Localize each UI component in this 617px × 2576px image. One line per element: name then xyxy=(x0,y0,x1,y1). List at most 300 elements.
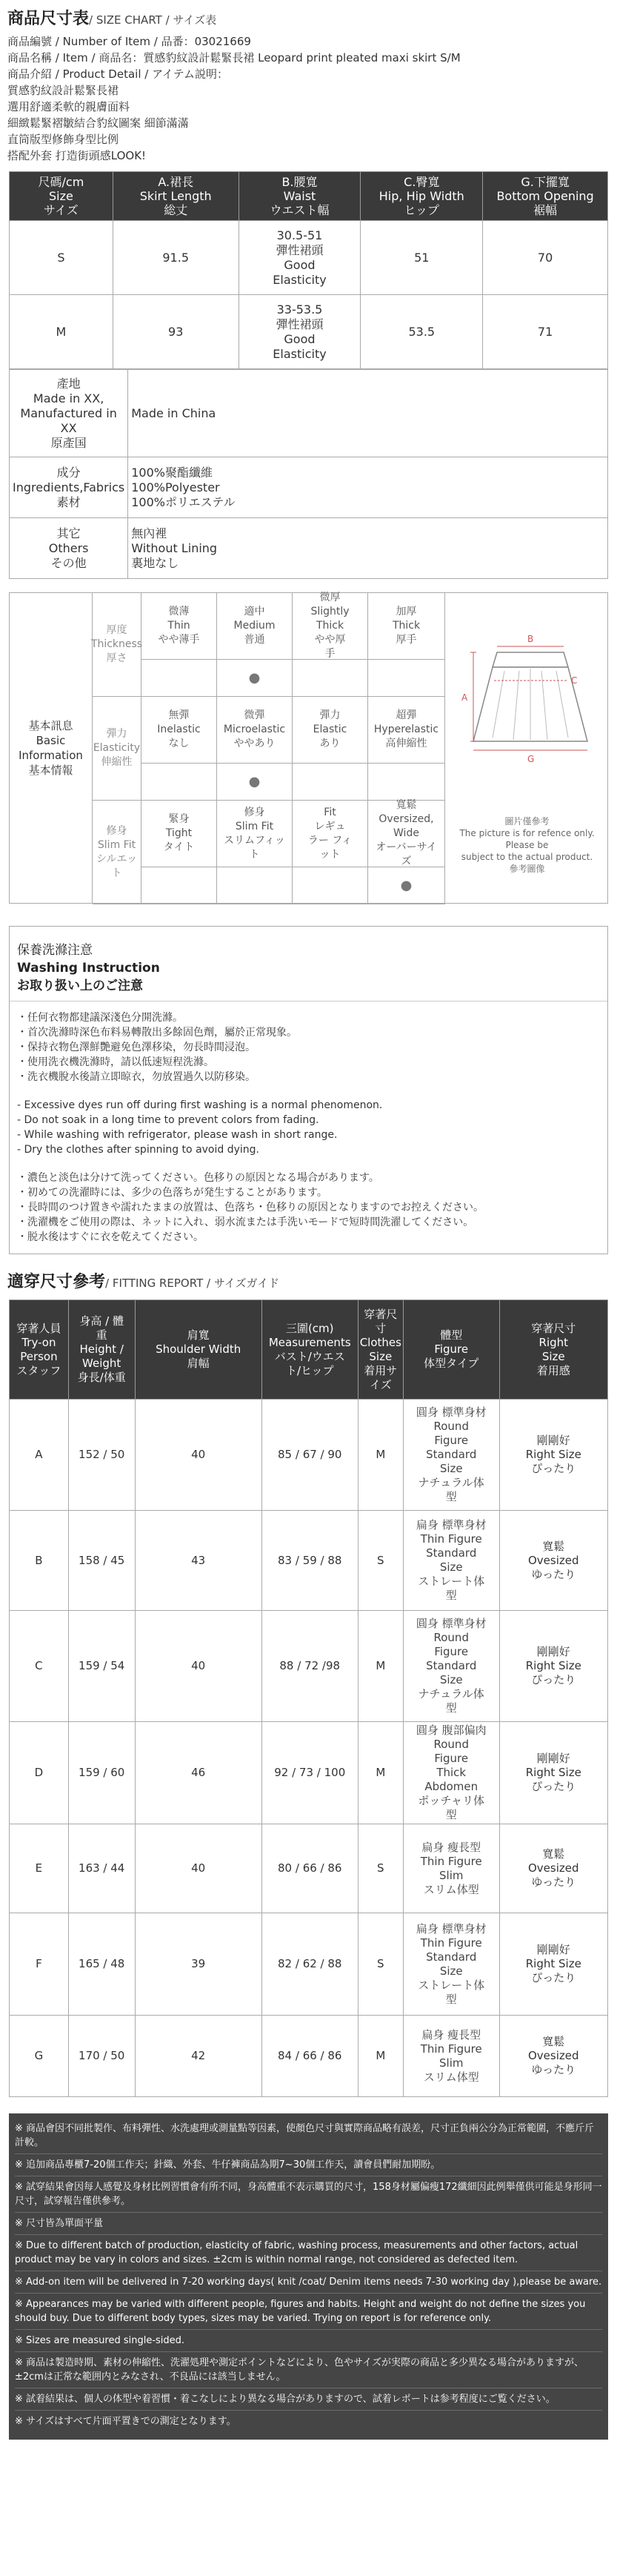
fitting-col-header xyxy=(10,1300,69,1400)
fitting-col-header-line: 穿著人員 xyxy=(16,1321,61,1335)
figure-line: Abdomen xyxy=(424,1780,478,1793)
size-col-header-line: 尺碼/cm xyxy=(38,175,84,189)
basic-info-option-line: 超彈 xyxy=(396,709,417,721)
fitting-col-header-line: Size xyxy=(369,1349,393,1363)
figure-line: Figure xyxy=(434,1434,469,1447)
illustration-caption-line: 參考圖像 xyxy=(509,864,545,874)
basic-info-option-column xyxy=(217,697,293,801)
figure-value xyxy=(403,2016,499,2097)
basic-info-option-column xyxy=(141,593,217,697)
fit-line: 寬鬆 xyxy=(542,2035,565,2048)
size-col-header xyxy=(483,172,608,221)
fitting-col-header xyxy=(135,1300,261,1400)
note-line: ※ 尺寸皆為單面平量 xyxy=(15,2213,602,2235)
basic-info-option-line: Microelastic xyxy=(223,724,286,735)
figure-line: ナチュラル体 xyxy=(418,1687,484,1701)
basic-info-option-column xyxy=(217,593,293,697)
basic-info-option-line: やや厚 xyxy=(314,634,346,646)
fit-line: Ovesized xyxy=(528,1861,579,1875)
washing-line: ・初めての洗濯時には、多少の色落ちが発生することがあります。 xyxy=(17,1187,327,1199)
size-row xyxy=(10,221,608,295)
basic-info-option-line: ややあり xyxy=(233,738,276,749)
size-col-header-line: サイズ xyxy=(44,203,79,217)
fitting-report-table xyxy=(9,1299,608,2097)
basic-info-option-line: 加厚 xyxy=(396,606,417,617)
waist-line: Good xyxy=(284,257,316,272)
figure-line: Round xyxy=(433,1420,469,1433)
basic-info-option-line: Slightly xyxy=(310,606,350,617)
figure-line: 扁身 標準身材 xyxy=(416,1921,487,1936)
basic-info-row-name xyxy=(90,593,143,697)
basic-info-row-name-line: Elasticity xyxy=(93,742,141,754)
basic-info-selection-cell xyxy=(217,867,293,904)
fitting-header-row xyxy=(10,1300,608,1400)
illustration-caption-line: The picture is for refence only. Please be xyxy=(459,828,595,850)
info-line: 選用舒適柔軟的親膚面料 xyxy=(7,100,130,113)
clothes-size-value: M xyxy=(358,1400,403,1511)
figure-line: Round xyxy=(433,1631,469,1644)
basic-info-option-line: 適中 xyxy=(244,606,265,617)
basic-info-option-column xyxy=(368,801,445,904)
basic-info-row-name-line: Thickness xyxy=(90,638,143,650)
attribute-label-line: 原產国 xyxy=(50,435,87,450)
basic-info-option-line: Wide xyxy=(393,827,419,839)
basic-info-selection-cell xyxy=(293,660,368,697)
basic-info-option-line: Tight xyxy=(165,827,193,839)
waist-line: Good xyxy=(284,331,316,346)
fit-line: 剛剛好 xyxy=(536,1645,570,1658)
basic-info-option-text xyxy=(164,812,195,855)
figure-line: Thin Figure xyxy=(420,1532,482,1546)
fitting-col-header-line: ト/ヒップ xyxy=(285,1363,334,1377)
washing-line: ・洗濯機をご使用の際は、ネットに入れ、弱水流または手洗いモードで短時間洗濯してください。 xyxy=(17,1216,474,1228)
basic-info-option-text xyxy=(224,806,285,862)
fitting-row xyxy=(10,1913,608,2016)
washing-title-line: お取り扱い上のご注意 xyxy=(17,979,143,993)
attribute-label-line: XX xyxy=(60,420,77,435)
shoulder-width-value: 43 xyxy=(135,1511,261,1611)
basic-info-selection-cell xyxy=(141,764,217,801)
selected-dot-icon: ● xyxy=(248,774,261,789)
basic-info-option-line: Inelastic xyxy=(157,724,201,735)
figure-line: 圓身 腹部偏肉 xyxy=(416,1724,487,1737)
fitting-col-header-line: 肩寬 xyxy=(187,1328,210,1342)
basic-info-option-line: Thin xyxy=(167,620,190,632)
height-weight-value: 163 / 44 xyxy=(68,1824,135,1913)
basic-info-option-text xyxy=(313,709,347,751)
basic-info-option-line: 寬鬆 xyxy=(396,799,417,811)
basic-info-option-column xyxy=(141,697,217,801)
fit-line: Ovesized xyxy=(528,1553,579,1567)
attribute-label-line: Manufactured in xyxy=(20,405,117,420)
hip-value: 53.5 xyxy=(361,295,483,369)
basic-info-option-text xyxy=(308,806,352,862)
size-col-header-line: 総丈 xyxy=(164,203,188,217)
size-col-header-line: Bottom Opening xyxy=(496,189,594,203)
washing-line: ・洗衣機脫水後請立即晾衣，勿放置過久以防移染。 xyxy=(17,1071,256,1083)
measurements-value: 83 / 59 / 88 xyxy=(261,1511,358,1611)
height-weight-value: 165 / 48 xyxy=(68,1913,135,2016)
fitting-col-header-line: 三圍(cm) xyxy=(285,1321,334,1335)
figure-value xyxy=(403,1611,499,1722)
size-value: M xyxy=(10,295,113,369)
waist-line: Elasticity xyxy=(273,346,327,361)
note-line: ※ 商品は製造時期、素材の伸縮性、洗濯処理や測定ポイントなどにより、色やサイズが実際の商品と多少異なる場合がありますが、±2cmは正常な範囲内とみなされ、不良品には該当しません。 xyxy=(15,2352,602,2388)
attribute-value-line: Without Lining xyxy=(131,540,218,555)
bottom-value: 70 xyxy=(483,221,608,295)
attribute-label xyxy=(10,370,128,457)
try-on-person: E xyxy=(10,1824,69,1913)
try-on-person: B xyxy=(10,1511,69,1611)
basic-info-option-column xyxy=(293,697,368,801)
washing-title-line: Washing Instruction xyxy=(17,961,160,976)
fitting-row xyxy=(10,1824,608,1913)
skirt-diagram xyxy=(445,593,609,815)
fitting-col-header-line: 穿著尺寸 xyxy=(531,1321,576,1335)
attribute-value-line: Made in China xyxy=(131,405,216,420)
figure-line: Standard xyxy=(426,1448,477,1461)
clothes-size-value: M xyxy=(358,1611,403,1722)
attribute-label xyxy=(10,518,128,579)
figure-line: Standard xyxy=(426,1659,477,1672)
fitting-col-header-line: 体型タイプ xyxy=(424,1357,479,1370)
measurements-value: 92 / 73 / 100 xyxy=(261,1722,358,1824)
waist-line: 彈性裙頭 xyxy=(276,242,324,257)
basic-info-selection-cell xyxy=(217,764,293,801)
basic-info-option-text xyxy=(393,605,420,647)
basic-info-option xyxy=(217,593,293,660)
waist-line: Elasticity xyxy=(273,272,327,287)
basic-info-row-name-line: 厚さ xyxy=(106,652,127,664)
size-chart-title xyxy=(7,6,610,29)
fit-line: 剛剛好 xyxy=(536,1434,570,1447)
basic-info-option-line: 微薄 xyxy=(168,606,190,617)
attribute-value-line: 無內裡 xyxy=(131,526,167,540)
note-line: ※ Appearances may be varied with different people, figures and habits. Height and weight do not define the sizes you should buy. Due to different body types, sizes may be varied. Trying on report is for reference only. xyxy=(15,2294,602,2330)
basic-info-option-line: ラー フィ xyxy=(307,834,353,847)
washing-group-gap xyxy=(17,1157,600,1171)
basic-info-selection-cell xyxy=(368,764,445,801)
washing-line: - Dry the clothes after spinning to avoid dying. xyxy=(17,1144,259,1156)
shoulder-width-value: 40 xyxy=(135,1611,261,1722)
height-weight-value: 152 / 50 xyxy=(68,1400,135,1511)
basic-info-option-line: 手 xyxy=(324,648,336,660)
fitting-col-header-line: 着用サ xyxy=(364,1363,398,1377)
basic-info-option-line: なし xyxy=(168,738,190,749)
size-col-header-line: ヒップ xyxy=(404,203,440,217)
info-line: 直筒版型修飾身型比例 xyxy=(7,133,119,146)
illustration-caption-line: subject to the actual product. xyxy=(461,852,593,862)
basic-info-option-line: タイト xyxy=(163,841,195,853)
note-line: ※ 商品會因不同批製作、布料彈性、水洗處理或測量點等因素，使顏色尺寸與實際商品略有誤差，尺寸正負兩公分為正常範圍，不應斤斤計較。 xyxy=(15,2118,602,2154)
attribute-value xyxy=(128,457,608,518)
size-col-header xyxy=(361,172,483,221)
basic-info-row-name xyxy=(93,801,141,904)
height-weight-value: 158 / 45 xyxy=(68,1511,135,1611)
basic-info-row-name-line: Slim Fit xyxy=(97,838,136,851)
figure-value xyxy=(403,1511,499,1611)
basic-info-row xyxy=(93,801,445,904)
fitting-row xyxy=(10,2016,608,2097)
size-col-header-line: 裾幅 xyxy=(533,203,558,217)
fitting-col-header-line: Clothes xyxy=(359,1335,401,1349)
shoulder-width-value: 42 xyxy=(135,2016,261,2097)
attribute-value-line: 100%Polyester xyxy=(131,480,220,494)
measurements-value: 82 / 62 / 88 xyxy=(261,1913,358,2016)
basic-info-option-line: 修身 xyxy=(244,806,265,818)
try-on-person: F xyxy=(10,1913,69,2016)
fit-line: ゆったり xyxy=(531,2063,576,2076)
fit-line: Right Size xyxy=(525,1659,581,1672)
fitting-col-header xyxy=(68,1300,135,1400)
fitting-title-text: 適穿尺寸參考 xyxy=(7,1273,106,1291)
washing-line: - Excessive dyes run off during first washing is a normal phenomenon. xyxy=(17,1099,383,1111)
basic-info-option-line: あり xyxy=(319,738,341,749)
basic-info-option-line: 微厚 xyxy=(319,592,341,603)
fit-value xyxy=(499,1722,607,1824)
measurements-value: 84 / 66 / 86 xyxy=(261,2016,358,2097)
fit-line: ぴったり xyxy=(531,1780,576,1793)
info-line: 商品介紹 / Product Detail / アイテム説明： xyxy=(7,67,228,81)
basic-info-row-name-line: シルエット xyxy=(96,852,138,879)
fitting-col-header xyxy=(358,1300,403,1400)
size-col-header-line: G.下擺寬 xyxy=(521,175,570,189)
attribute-value-line: 100%ポリエステル xyxy=(131,494,236,509)
washing-line: ・保持衣物色澤鮮艷避免色澤移染，勿長時間浸泡。 xyxy=(17,1042,256,1053)
washing-line: - While washing with refrigerator, please wash in short range. xyxy=(17,1129,338,1141)
attribute-value xyxy=(128,518,608,579)
attribute-value-line: 100%聚酯纖維 xyxy=(131,465,213,480)
try-on-person: C xyxy=(10,1611,69,1722)
size-col-header-line: Skirt Length xyxy=(139,189,212,203)
dimension-label-c: C xyxy=(571,675,578,686)
basic-info-option-line: Elastic xyxy=(313,724,347,735)
fitting-col-header-line: 穿著尺 xyxy=(364,1307,398,1321)
figure-line: 型 xyxy=(445,1992,457,2006)
basic-info-row-name-line: 彈力 xyxy=(106,728,127,740)
shoulder-width-value: 40 xyxy=(135,1824,261,1913)
info-line: 商品名稱 / Item / 商品名：質感豹紋設計鬆緊長裙 Leopard print pleated maxi skirt S/M xyxy=(7,51,461,64)
basic-info-option-line: Thick xyxy=(392,620,421,632)
fitting-subtitle: / FITTING REPORT / サイズガイド xyxy=(105,1277,280,1290)
basic-info-selection-cell xyxy=(217,660,293,697)
bottom-value: 71 xyxy=(483,295,608,369)
fitting-report-title xyxy=(7,1269,610,1292)
size-col-header-line: A.裙長 xyxy=(158,175,194,189)
fitting-col-header xyxy=(261,1300,358,1400)
washing-line: ・任何衣物都建議深淺色分開洗滌。 xyxy=(17,1012,183,1024)
clothes-size-value: M xyxy=(358,2016,403,2097)
washing-title-line: 保養洗滌注意 xyxy=(17,943,93,958)
size-col-header-line: Size xyxy=(48,189,73,203)
figure-line: Thin Figure xyxy=(420,1936,482,1950)
fitting-col-header-line: 身高 / 體 xyxy=(79,1314,124,1328)
fitting-col-header-line: Figure xyxy=(434,1342,469,1356)
figure-line: Standard xyxy=(426,1950,477,1964)
size-chart-header-row xyxy=(10,172,608,221)
attribute-label-line: 產地 xyxy=(56,376,81,391)
basic-info-option-text xyxy=(224,709,285,751)
measurements-value: 85 / 67 / 90 xyxy=(261,1400,358,1511)
size-col-header-line: B.腰寬 xyxy=(281,175,318,189)
fit-value xyxy=(499,1400,607,1511)
basic-info-label-line: 基本情報 xyxy=(28,764,73,777)
info-line: 搭配外套 打造街頭感LOOK! xyxy=(7,149,147,162)
note-line: ※ Due to different batch of production, elasticity of fabric, washing process, measurements and other factors, actual product may be vary in colors and sizes. ±2cm is within normal range, not considered as defected item. xyxy=(15,2235,602,2271)
fit-line: Ovesized xyxy=(528,2049,579,2062)
basic-info-option-column xyxy=(217,801,293,904)
fit-line: ゆったり xyxy=(531,1567,576,1581)
basic-info-option-line: 緊身 xyxy=(168,813,190,825)
basic-info-option-text xyxy=(374,709,438,751)
figure-line: 扁身 瘦長型 xyxy=(421,2027,481,2042)
fit-line: ぴったり xyxy=(531,1673,576,1686)
figure-value xyxy=(403,1400,499,1511)
size-chart-header xyxy=(0,0,617,29)
figure-line: ポッチャリ体 xyxy=(418,1794,485,1807)
figure-line: スリム体型 xyxy=(423,1882,479,1896)
fitting-row xyxy=(10,1511,608,1611)
fitting-col-header-line: Person xyxy=(20,1349,58,1363)
basic-info-option-line: 高伸縮性 xyxy=(385,738,427,749)
basic-info-row-name xyxy=(93,697,141,801)
basic-info-option-column xyxy=(141,801,217,904)
basic-info-option-column xyxy=(293,801,368,904)
dimension-label-b: B xyxy=(527,634,534,644)
attribute-label xyxy=(10,457,128,518)
figure-line: Size xyxy=(439,1462,463,1475)
basic-info-label xyxy=(10,593,93,903)
figure-line: Slim xyxy=(439,2056,464,2070)
fit-line: 剛剛好 xyxy=(536,1943,570,1956)
figure-line: Figure xyxy=(434,1752,469,1765)
clothes-size-value: M xyxy=(358,1722,403,1824)
figure-line: ストレート体 xyxy=(418,1978,485,1992)
basic-info-row xyxy=(93,697,445,801)
basic-info-option-line: レギュ xyxy=(314,820,346,832)
basic-info-option-line: Slim Fit xyxy=(235,820,274,832)
waist-line: 33-53.5 xyxy=(276,302,323,317)
figure-line: 扁身 瘦長型 xyxy=(421,1840,481,1854)
attribute-row xyxy=(10,370,608,457)
basic-info-option-line: Medium xyxy=(233,620,276,632)
figure-value xyxy=(403,1913,499,2016)
basic-info-row-name-text xyxy=(93,824,141,881)
washing-line: - Do not soak in a long time to prevent colors from fading. xyxy=(17,1114,319,1126)
figure-line: Thin Figure xyxy=(420,2042,482,2056)
figure-line: Size xyxy=(439,1560,463,1574)
info-line: 細緻鬆緊褶皺結合豹紋圖案 細節滿滿 xyxy=(7,116,189,130)
washing-line: ・濃色と淡色は分けて洗ってください。色移りの原因となる場合があります。 xyxy=(17,1172,379,1184)
basic-info-option xyxy=(293,593,368,660)
figure-line: Round xyxy=(433,1738,469,1751)
illustration-caption xyxy=(445,815,609,875)
attribute-row xyxy=(10,518,608,579)
fit-line: ゆったり xyxy=(531,1875,576,1889)
basic-info-option-text xyxy=(310,591,349,661)
shoulder-width-value: 40 xyxy=(135,1400,261,1511)
attribute-value xyxy=(128,370,608,457)
fitting-col-header-line: バスト/ウエス xyxy=(274,1349,345,1363)
attribute-row xyxy=(10,457,608,518)
basic-info-option xyxy=(217,801,293,867)
size-col-header-line: ウエスト幅 xyxy=(270,203,330,217)
basic-info-row-name-text xyxy=(91,623,142,666)
basic-info-option-line: 厚手 xyxy=(396,634,417,646)
basic-info-option-column xyxy=(368,697,445,801)
basic-info-option-column xyxy=(293,593,368,697)
figure-line: 圓身 標準身材 xyxy=(416,1617,487,1630)
dimension-label-g: G xyxy=(527,754,535,764)
fitting-col-header xyxy=(403,1300,499,1400)
dimension-label-a: A xyxy=(461,692,468,703)
basic-info-grid xyxy=(90,592,445,903)
fitting-col-header-line: スタッフ xyxy=(16,1363,61,1377)
fitting-col-header-line: 重 xyxy=(96,1328,107,1342)
washing-instruction-title xyxy=(10,927,607,1001)
basic-info-option xyxy=(368,593,445,660)
basic-info-option xyxy=(141,593,217,660)
note-line: ※ 試着結果は、個人の体型や着習慣・着こなしにより異なる場合がありますので、試着レポートは参考程度にご覧ください。 xyxy=(15,2388,602,2411)
height-weight-value: 170 / 50 xyxy=(68,2016,135,2097)
note-line: ※ Add-on item will be delivered in 7-20 working days( knit /coat/ Denim items needs 7-30 working day ),please be aware. xyxy=(15,2271,602,2294)
fit-line: Right Size xyxy=(525,1448,581,1461)
note-line: ※ Sizes are measured single-sided. xyxy=(15,2330,602,2352)
washing-line: ・長時間のつけ置きや濡れたままの放置は、色落ち・色移りの原因となりますのでお控えください。 xyxy=(17,1202,484,1213)
basic-info-option-line: ット xyxy=(319,848,341,861)
height-weight-value: 159 / 60 xyxy=(68,1722,135,1824)
attribute-label-line: Ingredients,Fabrics xyxy=(13,480,125,494)
basic-info-selection-cell xyxy=(141,660,217,697)
basic-info-label-text xyxy=(19,718,83,778)
figure-line: 型 xyxy=(445,1490,457,1503)
fitting-col-header-line: 肩幅 xyxy=(187,1357,210,1370)
basic-info-panel xyxy=(9,592,608,904)
fitting-col-header-line: Measurements xyxy=(268,1335,351,1349)
waist-value xyxy=(239,221,361,295)
basic-info-option-line: Oversized, xyxy=(378,813,434,825)
fit-value xyxy=(499,1611,607,1722)
basic-info-row xyxy=(90,592,445,697)
figure-line: Slim xyxy=(439,1868,464,1882)
basic-info-label-line: Basic xyxy=(36,734,66,747)
info-line: 質感豹紋設計鬆緊長裙 xyxy=(7,84,119,97)
figure-line: Size xyxy=(439,1964,463,1978)
fitting-row xyxy=(10,1400,608,1511)
size-col-header xyxy=(239,172,361,221)
size-col-header-line: C.臀寬 xyxy=(404,175,440,189)
size-value: S xyxy=(10,221,113,295)
fit-line: 寬鬆 xyxy=(542,1539,565,1553)
skirt-length-value: 93 xyxy=(113,295,239,369)
basic-info-option xyxy=(368,697,445,764)
washing-instruction-body xyxy=(10,1001,607,1254)
skirt-length-value: 91.5 xyxy=(113,221,239,295)
washing-line: ・脱水後はすぐに衣を乾えてください。 xyxy=(17,1231,204,1243)
note-line: ※ 試穿結果會因每人感覺及身材比例習慣會有所不同，身高體重不表示購買的尺寸，158身材屬偏瘦172纖細因此例舉僅供可能是身形同一尺寸，試穿報告僅供參考。 xyxy=(15,2176,602,2213)
basic-info-selection-cell xyxy=(293,764,368,801)
fit-line: 剛剛好 xyxy=(536,1752,570,1765)
basic-info-option-line: 無彈 xyxy=(168,709,190,721)
skirt-illustration xyxy=(445,593,609,903)
basic-info-selection-cell xyxy=(293,867,368,904)
waist-value xyxy=(239,295,361,369)
fitting-col-header-line: Size xyxy=(541,1349,565,1363)
fitting-col-header xyxy=(499,1300,607,1400)
figure-line: 型 xyxy=(445,1808,457,1821)
basic-info-option-line: ト xyxy=(249,848,260,861)
size-col-header-line: Hip, Hip Width xyxy=(378,189,464,203)
